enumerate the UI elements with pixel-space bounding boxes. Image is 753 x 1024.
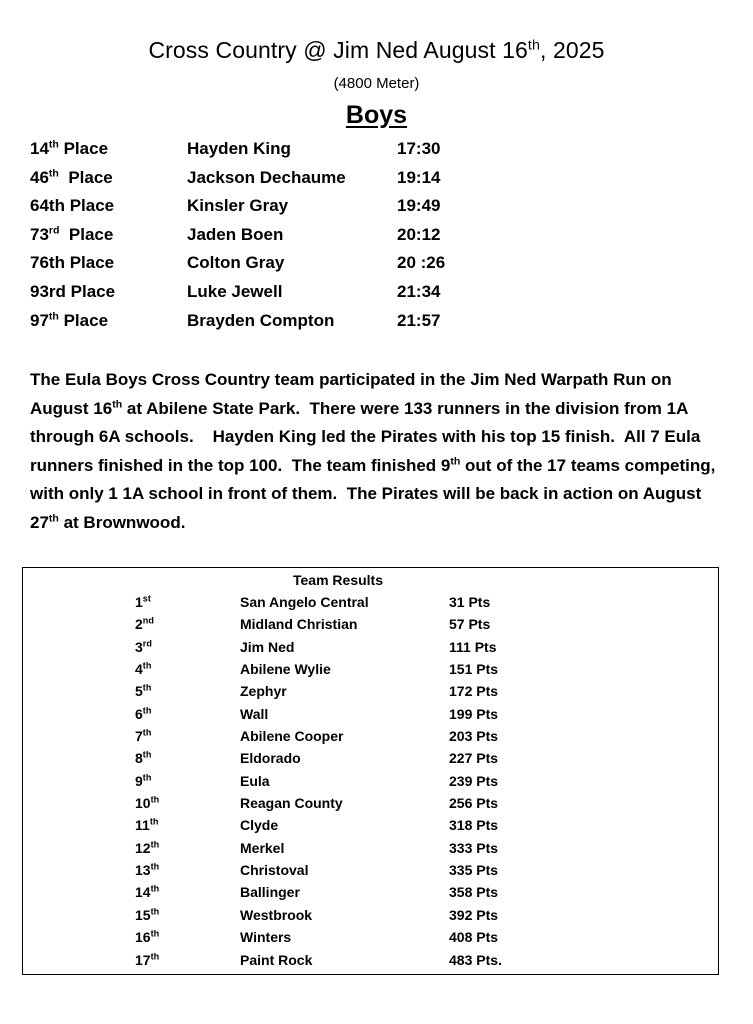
team-rank (135, 952, 159, 968)
team-rank-number: 1 (135, 594, 143, 610)
result-place-word: Place (65, 281, 116, 301)
team-rank (135, 907, 159, 923)
paragraph-text: at Brownwood. (58, 512, 186, 532)
team-row (23, 706, 718, 728)
team-name: Wall (240, 705, 269, 722)
result-place-suffix: th (48, 166, 59, 179)
team-rank (135, 661, 151, 677)
team-points: 358 Pts (449, 884, 499, 901)
team-row (23, 907, 718, 929)
result-time: 21:57 (397, 310, 441, 330)
team-rank-number: 15 (135, 906, 151, 923)
team-row (23, 661, 718, 683)
result-place (30, 311, 108, 331)
team-rank-number: 2 (135, 616, 143, 633)
team-rank-number: 9 (135, 772, 143, 789)
team-rank-number: 14 (135, 884, 151, 901)
paragraph-text: at Abilene State Park. There were 133 runners in the division from 1A through 6A schools. Hayden King led the Pirates with his top 15 finish. All 7 Eula runners finished in the top 100. The team finished 9 (30, 398, 706, 475)
team-points: 199 Pts (449, 705, 499, 722)
result-time: 20 :26 (397, 253, 446, 273)
title-superscript: th (527, 37, 540, 54)
result-row (30, 311, 710, 340)
team-name: Westbrook (240, 906, 313, 923)
team-rank-suffix: th (150, 950, 160, 961)
team-rank-suffix: th (150, 839, 160, 850)
team-name: San Angelo Central (240, 594, 369, 610)
team-points: 151 Pts (449, 661, 499, 678)
team-rank-number: 16 (135, 929, 151, 946)
summary-paragraph (30, 366, 725, 538)
team-rank (135, 639, 152, 655)
result-place (30, 139, 108, 159)
team-row (23, 616, 718, 638)
team-rank (135, 862, 159, 878)
team-points: 256 Pts (449, 795, 499, 812)
team-name: Ballinger (240, 884, 300, 901)
team-rank (135, 594, 151, 610)
team-points: 227 Pts (449, 750, 499, 767)
team-rank-number: 4 (135, 661, 143, 678)
paragraph-superscript: th (112, 397, 123, 410)
result-place-word: Place (59, 224, 114, 244)
team-rank-suffix: th (150, 928, 160, 939)
result-time: 21:34 (397, 281, 441, 301)
team-rank-suffix: th (142, 660, 152, 671)
team-rank-suffix: th (150, 794, 160, 805)
result-runner-name: Kinsler Gray (187, 196, 289, 216)
team-rank-suffix: th (142, 682, 152, 693)
result-place-word: Place (58, 310, 109, 330)
team-name: Abilene Wylie (240, 661, 331, 678)
distance-subtitle: (4800 Meter) (333, 75, 420, 92)
team-row (23, 840, 718, 862)
result-place (30, 282, 115, 302)
team-rank-suffix: th (150, 861, 160, 872)
team-results-table (22, 567, 719, 975)
team-name: Midland Christian (240, 616, 358, 633)
team-rank-number: 3 (135, 638, 143, 655)
team-name: Zephyr (240, 683, 287, 700)
result-place (30, 253, 114, 273)
result-place-number: 64th (30, 196, 65, 216)
team-points: 483 Pts. (449, 951, 502, 968)
team-row (23, 750, 718, 772)
result-row (30, 253, 710, 282)
result-place (30, 168, 113, 188)
team-name: Merkel (240, 839, 285, 856)
result-place-number: 73 (30, 224, 49, 244)
team-points: 318 Pts (449, 817, 499, 834)
team-points: 172 Pts (449, 683, 499, 700)
title-year: , 2025 (540, 37, 605, 63)
team-points: 239 Pts (449, 772, 499, 789)
team-row (23, 683, 718, 705)
team-row (23, 795, 718, 817)
team-row (23, 862, 718, 884)
team-points: 333 Pts (449, 839, 499, 856)
team-rank (135, 884, 159, 900)
result-place (30, 196, 114, 216)
team-rank (135, 817, 158, 833)
result-place-word: Place (58, 139, 109, 158)
team-rank-suffix: th (150, 883, 160, 894)
result-time: 19:14 (397, 167, 441, 187)
paragraph-text: out of the 17 teams competing, with only 1 1A school in front of them. The Pirates will be back in action on August 27 (30, 455, 721, 532)
team-rank-suffix: th (142, 705, 152, 716)
team-rank-suffix: th (142, 749, 152, 760)
team-rank (135, 929, 159, 945)
result-place-word: Place (58, 167, 113, 187)
team-row (23, 773, 718, 795)
paragraph-superscript: th (48, 512, 59, 525)
team-name: Jim Ned (240, 638, 295, 655)
team-points: 31 Pts (449, 594, 491, 610)
result-place-suffix: th (48, 309, 59, 322)
team-results-title: Team Results (293, 572, 383, 588)
team-name: Abilene Cooper (240, 728, 344, 745)
result-row (30, 282, 710, 311)
result-runner-name: Jackson Dechaume (187, 167, 346, 187)
result-row (30, 139, 710, 168)
team-rank-suffix: nd (142, 615, 154, 626)
team-rank-number: 8 (135, 750, 143, 767)
paragraph-text: The Eula Boys Cross Country team participated in the Jim Ned Warpath Run on August 16 (30, 370, 676, 418)
team-rank (135, 616, 154, 632)
result-place-word: Place (64, 253, 115, 273)
team-rank-suffix: th (149, 816, 159, 827)
section-heading-boys: Boys (345, 101, 408, 129)
team-rank-number: 13 (135, 862, 151, 879)
team-name: Reagan County (240, 795, 343, 812)
team-rank-number: 10 (135, 795, 151, 812)
result-row (30, 168, 710, 197)
team-rank-number: 5 (135, 683, 143, 700)
individual-results (30, 139, 710, 339)
team-points: 111 Pts (449, 638, 497, 655)
result-runner-name: Colton Gray (187, 253, 285, 273)
team-rank (135, 728, 151, 744)
team-row (23, 884, 718, 906)
result-time: 17:30 (397, 139, 441, 158)
team-name: Eldorado (240, 750, 301, 767)
result-place-number: 46 (30, 167, 49, 187)
team-rank (135, 750, 151, 766)
result-place-number: 93rd (30, 281, 66, 301)
result-runner-name: Luke Jewell (187, 281, 283, 301)
team-points: 335 Pts (449, 862, 499, 879)
team-points: 408 Pts (449, 929, 499, 946)
result-place-number: 97 (30, 310, 49, 330)
result-place-suffix: th (48, 138, 59, 151)
team-results-rows (23, 594, 718, 974)
result-runner-name: Jaden Boen (187, 224, 284, 244)
team-rank-number: 6 (135, 705, 143, 722)
team-rank (135, 706, 151, 722)
team-row (23, 639, 718, 661)
team-name: Eula (240, 772, 270, 789)
team-name: Christoval (240, 862, 309, 879)
team-row (23, 952, 718, 974)
result-place-number: 76th (30, 253, 65, 273)
team-rank-number: 17 (135, 951, 151, 968)
team-name: Winters (240, 929, 292, 946)
team-rank-suffix: st (142, 593, 151, 604)
team-rank (135, 773, 151, 789)
result-place (30, 225, 113, 245)
page-title (0, 37, 753, 64)
result-row (30, 225, 710, 254)
result-runner-name: Hayden King (187, 139, 291, 158)
team-rank (135, 840, 159, 856)
team-rank-number: 7 (135, 728, 143, 745)
team-rank-suffix: rd (142, 638, 152, 649)
team-rank-suffix: th (142, 727, 152, 738)
team-name: Clyde (240, 817, 279, 834)
result-place-number: 14 (30, 139, 49, 158)
team-points: 57 Pts (449, 616, 491, 633)
team-name: Paint Rock (240, 951, 313, 968)
team-rank (135, 683, 151, 699)
team-rank (135, 795, 159, 811)
team-row (23, 728, 718, 750)
title-main: Cross Country @ Jim Ned August 16 (148, 37, 528, 63)
paragraph-superscript: th (450, 455, 461, 468)
team-rank-suffix: th (142, 772, 152, 783)
team-rank-number: 11 (135, 817, 150, 834)
result-time: 20:12 (397, 224, 441, 244)
team-rank-number: 12 (135, 839, 151, 856)
team-row (23, 594, 718, 616)
result-runner-name: Brayden Compton (187, 310, 335, 330)
result-place-suffix: rd (48, 224, 60, 237)
result-row (30, 196, 710, 225)
team-row (23, 817, 718, 839)
result-place-word: Place (64, 196, 115, 216)
team-points: 203 Pts (449, 728, 499, 745)
result-time: 19:49 (397, 196, 441, 216)
team-row (23, 929, 718, 951)
team-points: 392 Pts (449, 906, 499, 923)
team-rank-suffix: th (150, 906, 160, 917)
